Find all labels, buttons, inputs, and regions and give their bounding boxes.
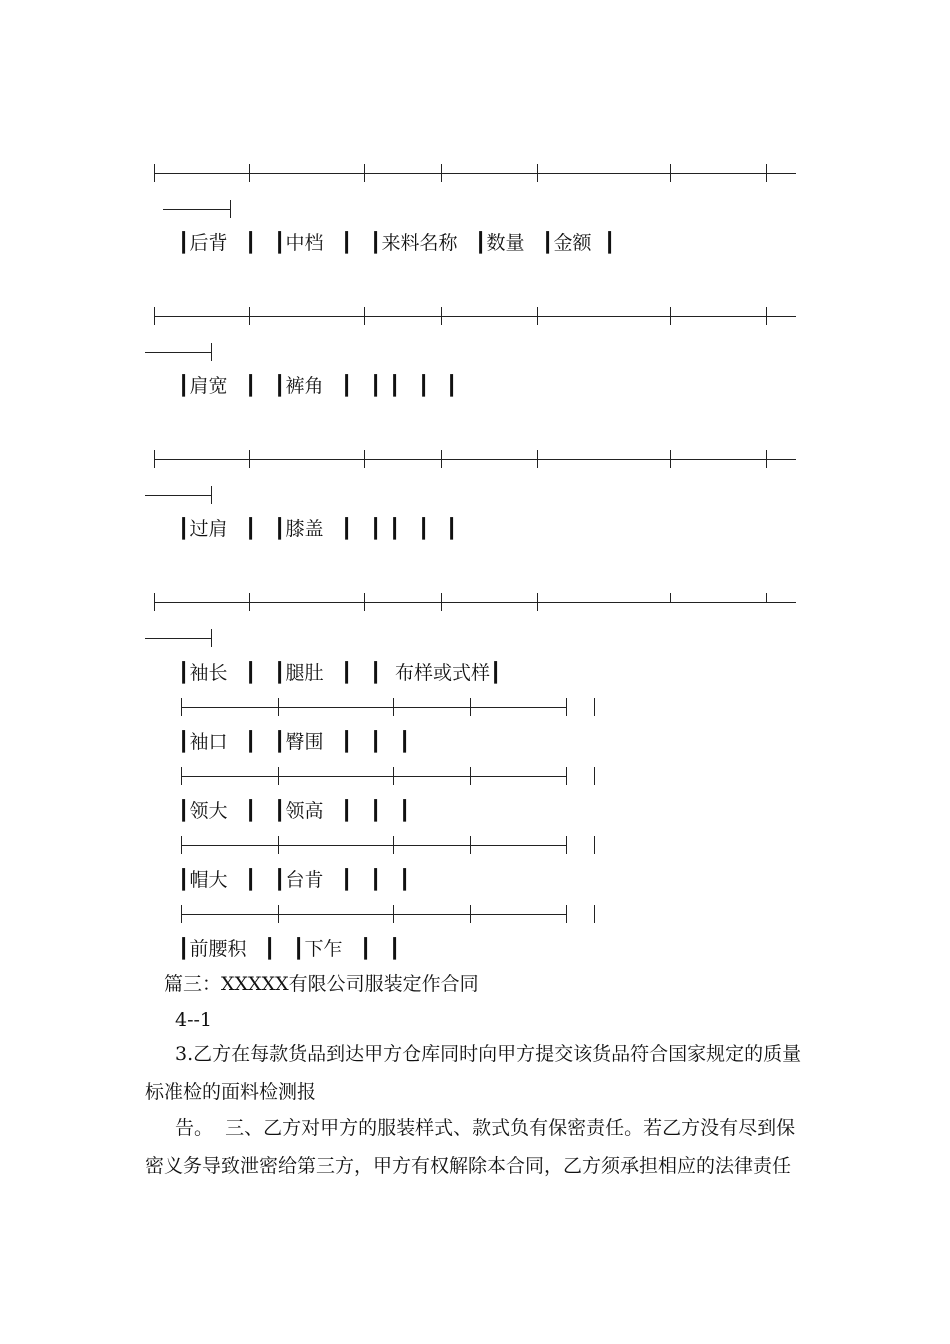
cell-crotch: ┃中档 [274,232,324,254]
cell-sep: ┃ [245,731,257,753]
cell-sep: ┃ [370,518,382,540]
cell-collar-size: ┃领大 [178,800,228,822]
cell-fabric-sample: 布样或式样 [395,662,491,684]
cell-shoulder-width: ┃肩宽 [178,375,228,397]
cell-sep: ┃ [245,800,257,822]
cell-sleeve-length: ┃袖长 [178,662,228,684]
cell-sep: ┃ [245,518,257,540]
cell-sep: ┃ [341,731,353,753]
cell-sep: ┃ [389,938,401,960]
paragraph-line: 标准检的面料检测报 [145,1081,317,1103]
cell-sep: ┃ [360,938,372,960]
cell-sep: ┃ [245,375,257,397]
cell-calf: ┃腿肚 [274,662,324,684]
cell-sep: ┃ [490,662,502,684]
cell-sep: ┃ [370,869,382,891]
cell-amount: ┃金额 [542,232,592,254]
cell-sep: ┃ [341,800,353,822]
cell-sep: ┃ [245,662,257,684]
cell-sep: ┃ [399,731,411,753]
cell-sep: ┃ [604,232,616,254]
cell-sep: ┃ [418,375,430,397]
cell-back: ┃后背 [178,232,228,254]
cell-front-waist: ┃前腰积 [178,938,247,960]
cell-sep: ┃ [341,232,353,254]
cell-sep: ┃ [399,800,411,822]
cell-sep: ┃ [370,800,382,822]
cell-sep: ┃ [389,375,401,397]
section-title: 篇三：XXXXX有限公司服装定作合同 [164,973,479,995]
page-reference: 4--1 [175,1009,213,1031]
cell-taiken: ┃台肯 [274,869,324,891]
cell-sep: ┃ [341,518,353,540]
cell-knee: ┃膝盖 [274,518,324,540]
paragraph-line: 3.乙方在每款货品到达甲方仓库同时向甲方提交该货品符合国家规定的质量 [175,1043,802,1065]
paragraph-line: 密义务导致泄密给第三方，甲方有权解除本合同，乙方须承担相应的法律责任 [145,1155,792,1177]
cell-sep: ┃ [341,869,353,891]
cell-quantity: ┃数量 [475,232,525,254]
cell-sep: ┃ [370,731,382,753]
cell-cuff: ┃袖口 [178,731,228,753]
cell-sep: ┃ [399,869,411,891]
cell-collar-height: ┃领高 [274,800,324,822]
cell-sep: ┃ [370,375,382,397]
cell-trouser-hem: ┃裤角 [274,375,324,397]
cell-sep: ┃ [418,518,430,540]
cell-hood-size: ┃帽大 [178,869,228,891]
cell-sep: ┃ [389,518,401,540]
cell-hip: ┃臀围 [274,731,324,753]
paragraph-line: 告。 三、乙方对甲方的服装样式、款式负有保密责任。若乙方没有尽到保 [175,1117,796,1139]
cell-material-name: ┃来料名称 [370,232,458,254]
cell-over-shoulder: ┃过肩 [178,518,228,540]
cell-sep: ┃ [446,518,458,540]
cell-sep: ┃ [245,232,257,254]
cell-sep: ┃ [341,375,353,397]
cell-sep: ┃ [245,869,257,891]
cell-sep: ┃ [446,375,458,397]
cell-xiazha: ┃下乍 [293,938,343,960]
cell-sep: ┃ [341,662,353,684]
cell-sep: ┃ [264,938,276,960]
cell-sep: ┃ [370,662,382,684]
